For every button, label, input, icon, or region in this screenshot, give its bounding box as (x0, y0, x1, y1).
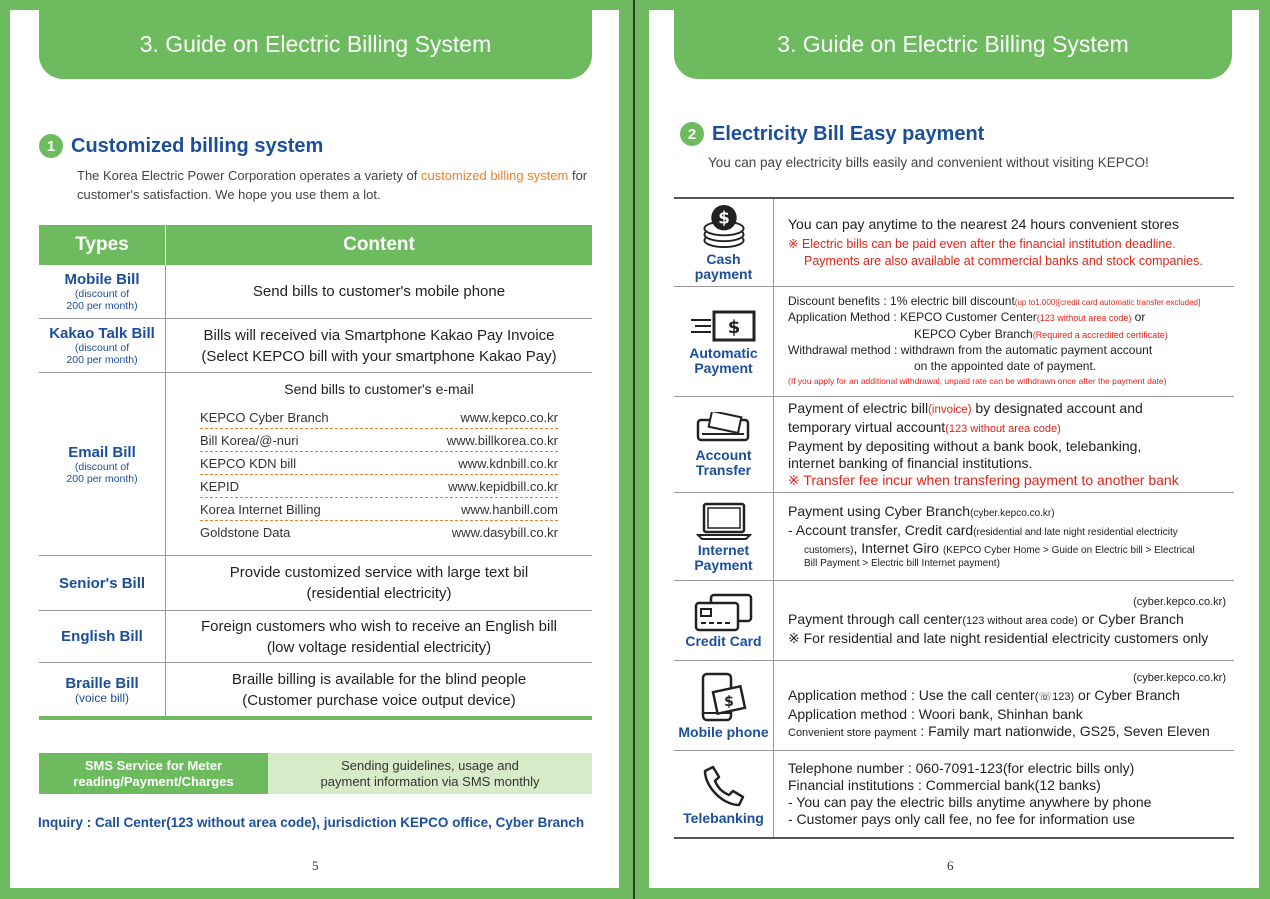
sms-label-line: SMS Service for Meter (84, 757, 223, 773)
book-spine (633, 0, 635, 899)
sms-description (268, 753, 592, 794)
site-url: www.dasybill.co.kr (451, 525, 558, 540)
table-row (674, 199, 1234, 287)
page-6 (649, 10, 1259, 888)
text: Application method : Use the call center (788, 686, 1035, 703)
table-row (674, 493, 1234, 581)
page-number: 6 (947, 858, 954, 873)
content-line: Payments are also available at commercial banks and stock companies. (804, 253, 1203, 268)
content-line (788, 503, 1226, 522)
table-row (39, 319, 592, 373)
content-cell (166, 556, 592, 610)
telephone-icon (701, 763, 747, 809)
billing-types-table (39, 225, 592, 720)
content-cell (166, 373, 592, 555)
section-title-customized (39, 134, 323, 158)
type-sub: 200 per month) (66, 354, 138, 366)
text: Payment through call center (788, 611, 963, 627)
table-row (39, 663, 592, 716)
credit-content (774, 581, 1234, 660)
content-line: Application method : Woori bank, Shinhan bank (788, 705, 1083, 722)
telebanking-cell (674, 751, 774, 837)
text: customers) (804, 545, 854, 556)
content-line: - Customer pays only call fee, no fee for information use (788, 811, 1136, 827)
site-name: KEPCO KDN bill (200, 455, 297, 471)
header-types: Types (39, 225, 166, 265)
content-text: Bills will received via Smartphone Kakao Pay Invoice (203, 326, 555, 344)
text: Payment using Cyber Branch (788, 503, 971, 519)
account-cell (674, 397, 774, 492)
content-cell (166, 663, 592, 716)
content-line (788, 611, 1226, 630)
content-line: Financial institutions : Commercial bank(12 banks) (788, 777, 1101, 793)
text: Payment of electric bill (788, 400, 929, 416)
row-label: Mobile phone (678, 724, 769, 740)
table-bottom-rule (39, 716, 592, 720)
site-url: www.kdnbill.co.kr (458, 455, 558, 471)
type-cell (39, 265, 166, 318)
text: or (1131, 310, 1146, 324)
page-5 (10, 10, 619, 888)
site-name: KEPID (200, 478, 240, 494)
type-name: English Bill (61, 628, 143, 645)
text: (123 without area code) (1036, 313, 1132, 323)
type-sub: (discount of (74, 342, 130, 354)
intro-pre: The Korea Electric Power Corporation operates a variety of (77, 168, 421, 183)
intro-text: You can pay electricity bills easily and convenient without visiting KEPCO! (708, 155, 1149, 170)
row-label: Telebanking (683, 809, 764, 826)
text: (KEPCO Cyber Home > Guide on Electric bill > Electrical (942, 545, 1195, 556)
coins-icon (700, 203, 748, 250)
content-line: (cyber.kepco.co.kr) (1133, 671, 1226, 684)
type-sub: (voice bill) (74, 691, 129, 705)
table-row (39, 373, 592, 556)
list-item (200, 452, 558, 475)
type-sub: (discount of (74, 288, 130, 300)
text: Convenient store payment (788, 726, 917, 739)
site-name: Korea Internet Billing (200, 501, 321, 517)
internet-cell (674, 493, 774, 580)
table-row (39, 611, 592, 663)
content-line: Telephone number : 060-7091-123(for electric bills only) (788, 760, 1135, 776)
telebanking-content (774, 751, 1234, 837)
fast-money-icon (689, 308, 759, 344)
page-header: 3. Guide on Electric Billing System (674, 10, 1232, 79)
type-cell (39, 556, 166, 610)
content-line: - You can pay the electric bills anytime anywhere by phone (788, 794, 1152, 810)
content-cell (166, 319, 592, 372)
credit-card-cell (674, 581, 774, 660)
content-text: (Select KEPCO bill with your smartphone Kakao Pay) (201, 347, 557, 365)
row-label: Credit Card (685, 633, 762, 649)
text: KEPCO Cyber Branch (914, 326, 1033, 341)
payment-methods-table (674, 197, 1234, 839)
account-content (774, 397, 1234, 492)
type-sub: 200 per month) (66, 300, 138, 312)
type-cell (39, 611, 166, 662)
automatic-content (774, 287, 1234, 396)
content-line (788, 310, 1226, 327)
list-item (200, 406, 558, 429)
site-url: www.kepco.co.kr (460, 409, 558, 425)
text: (123 without area code) (945, 423, 1061, 435)
svg-text:$: $ (717, 208, 730, 228)
content-line: ※ Electric bills can be paid even after the financial institution deadline. (788, 236, 1176, 251)
text: Application Method : KEPCO Customer Center (788, 310, 1037, 324)
text: (invoice) (928, 404, 972, 416)
table-row (674, 661, 1234, 751)
table-row (674, 581, 1234, 661)
content-text: Send bills to customer's mobile phone (252, 283, 506, 300)
site-name: Bill Korea/@-nuri (200, 432, 299, 448)
list-item (200, 498, 558, 521)
sms-label (39, 753, 268, 794)
table-row (674, 287, 1234, 397)
content-line (788, 419, 1226, 438)
text: (up to1,000)[credit card automatic transfer excluded] (1014, 297, 1201, 307)
text: (☏123) (1034, 690, 1075, 703)
type-sub: 200 per month) (66, 472, 138, 485)
content-text: Provide customized service with large text bil (229, 564, 529, 581)
page-header: 3. Guide on Electric Billing System (39, 10, 592, 79)
content-line: Withdrawal method : withdrawn from the automatic payment account (788, 343, 1153, 357)
content-text: Foreign customers who wish to receive an English bill (201, 617, 557, 635)
text: temporary virtual account (788, 419, 946, 435)
email-heading: Send bills to customer's e-mail (284, 381, 474, 397)
site-url: www.hanbill.com (461, 501, 558, 517)
text: : Family mart nationwide, GS25, Seven Eleven (916, 722, 1210, 739)
type-name: Email Bill (68, 443, 136, 461)
section-title-text: Electricity Bill Easy payment (712, 122, 985, 145)
site-name: Goldstone Data (200, 525, 291, 540)
table-row (674, 751, 1234, 839)
content-line: (If you apply for an additional withdrawal, unpaid rate can be withdrawn once after the payment date) (788, 376, 1167, 386)
list-item (200, 475, 558, 498)
content-line: Payment by depositing without a bank book, telebanking, (788, 438, 1142, 454)
content-line (788, 400, 1226, 419)
sms-service-box (39, 753, 592, 794)
text: , Internet Giro (853, 540, 943, 556)
content-line: ※ For residential and late night residential electricity customers only (788, 630, 1209, 646)
content-line (788, 541, 1226, 558)
content-line (788, 522, 1226, 541)
row-label: payment (694, 266, 753, 282)
content-line (788, 327, 1226, 344)
content-text: (low voltage residential electricity) (266, 638, 492, 656)
type-cell (39, 663, 166, 716)
mobile-phone-cell (674, 661, 774, 750)
page-number: 5 (312, 858, 319, 873)
text: or Cyber Branch (1077, 611, 1184, 627)
section-title-easy-payment (680, 122, 984, 146)
type-name: Mobile Bill (64, 271, 140, 288)
section-number: 1 (39, 134, 63, 158)
row-label: Internet (697, 541, 750, 558)
type-sub: (discount of (74, 460, 130, 473)
automatic-cell (674, 287, 774, 396)
table-row (39, 556, 592, 611)
intro-post: for customer's satisfaction. We hope you use them a lot. (77, 168, 588, 202)
table-header (39, 225, 592, 265)
list-item (200, 429, 558, 452)
row-label: Payment (694, 359, 753, 376)
type-cell (39, 319, 166, 372)
content-line (788, 687, 1226, 706)
section-title-text: Customized billing system (71, 134, 324, 157)
content-line: internet banking of financial institutions. (788, 455, 1033, 471)
card-reader-icon (696, 412, 752, 446)
cash-content (774, 199, 1234, 286)
table-row (39, 265, 592, 319)
intro-text (77, 166, 592, 204)
text: (Required a accredited certificate) (1032, 329, 1168, 340)
content-line (788, 723, 1226, 742)
intro-highlight: customized billing system (420, 168, 569, 183)
laptop-icon (696, 501, 752, 541)
text: (residential and late night residential electricity (973, 527, 1178, 538)
content-text: Braille billing is available for the blind people (231, 670, 527, 688)
row-label: Transfer (695, 461, 752, 478)
text: or Cyber Branch (1074, 686, 1180, 703)
content-line: on the appointed date of payment. (914, 358, 1097, 373)
sms-desc-line: Sending guidelines, usage and (341, 757, 519, 773)
section-number: 2 (680, 122, 704, 146)
sms-desc-line: payment information via SMS monthly (320, 773, 540, 789)
row-label: Cash (706, 251, 741, 267)
type-name: Kakao Talk Bill (49, 325, 155, 342)
type-name: Braille Bill (65, 675, 139, 692)
mobile-content (774, 661, 1234, 750)
site-url: www.billkorea.co.kr (446, 432, 558, 448)
content-line: You can pay anytime to the nearest 24 hours convenient stores (788, 215, 1179, 232)
row-label: Payment (694, 556, 753, 573)
inquiry-text: Inquiry : Call Center(123 without area code), jurisdiction KEPCO office, Cyber Branch (38, 815, 585, 830)
content-cell (166, 611, 592, 662)
row-label: Account (695, 446, 752, 463)
site-url: www.kepidbill.co.kr (448, 478, 558, 494)
content-line (788, 294, 1226, 311)
text: - Account transfer, Credit card (788, 522, 974, 538)
internet-content (774, 493, 1234, 580)
content-line: ※ Transfer fee incur when transfering payment to another bank (788, 472, 1179, 488)
text: by designated account and (971, 400, 1143, 416)
content-text: (Customer purchase voice output device) (242, 691, 516, 709)
table-row (674, 397, 1234, 493)
site-name: KEPCO Cyber Branch (200, 409, 329, 425)
content-line: (cyber.kepco.co.kr) (1133, 596, 1226, 608)
sms-label-line: reading/Payment/Charges (73, 773, 234, 789)
mobile-payment-icon (699, 671, 749, 723)
credit-card-icon (693, 592, 755, 632)
type-name: Senior's Bill (58, 574, 146, 592)
text: (cyber.kepco.co.kr) (970, 508, 1055, 519)
list-item (200, 521, 558, 544)
cash-cell (674, 199, 774, 286)
content-text: (residential electricity) (306, 585, 452, 602)
header-content: Content (343, 234, 415, 255)
svg-text:$: $ (727, 316, 740, 338)
content-cell (166, 265, 592, 318)
text: Discount benefits : 1% electric bill discount (788, 293, 1015, 308)
row-label: Automatic (689, 344, 758, 361)
text: (123 without area code) (962, 615, 1078, 627)
content-line: Bill Payment > Electric bill Internet payment) (804, 558, 1000, 569)
type-cell (39, 373, 166, 555)
svg-text:$: $ (723, 694, 734, 710)
